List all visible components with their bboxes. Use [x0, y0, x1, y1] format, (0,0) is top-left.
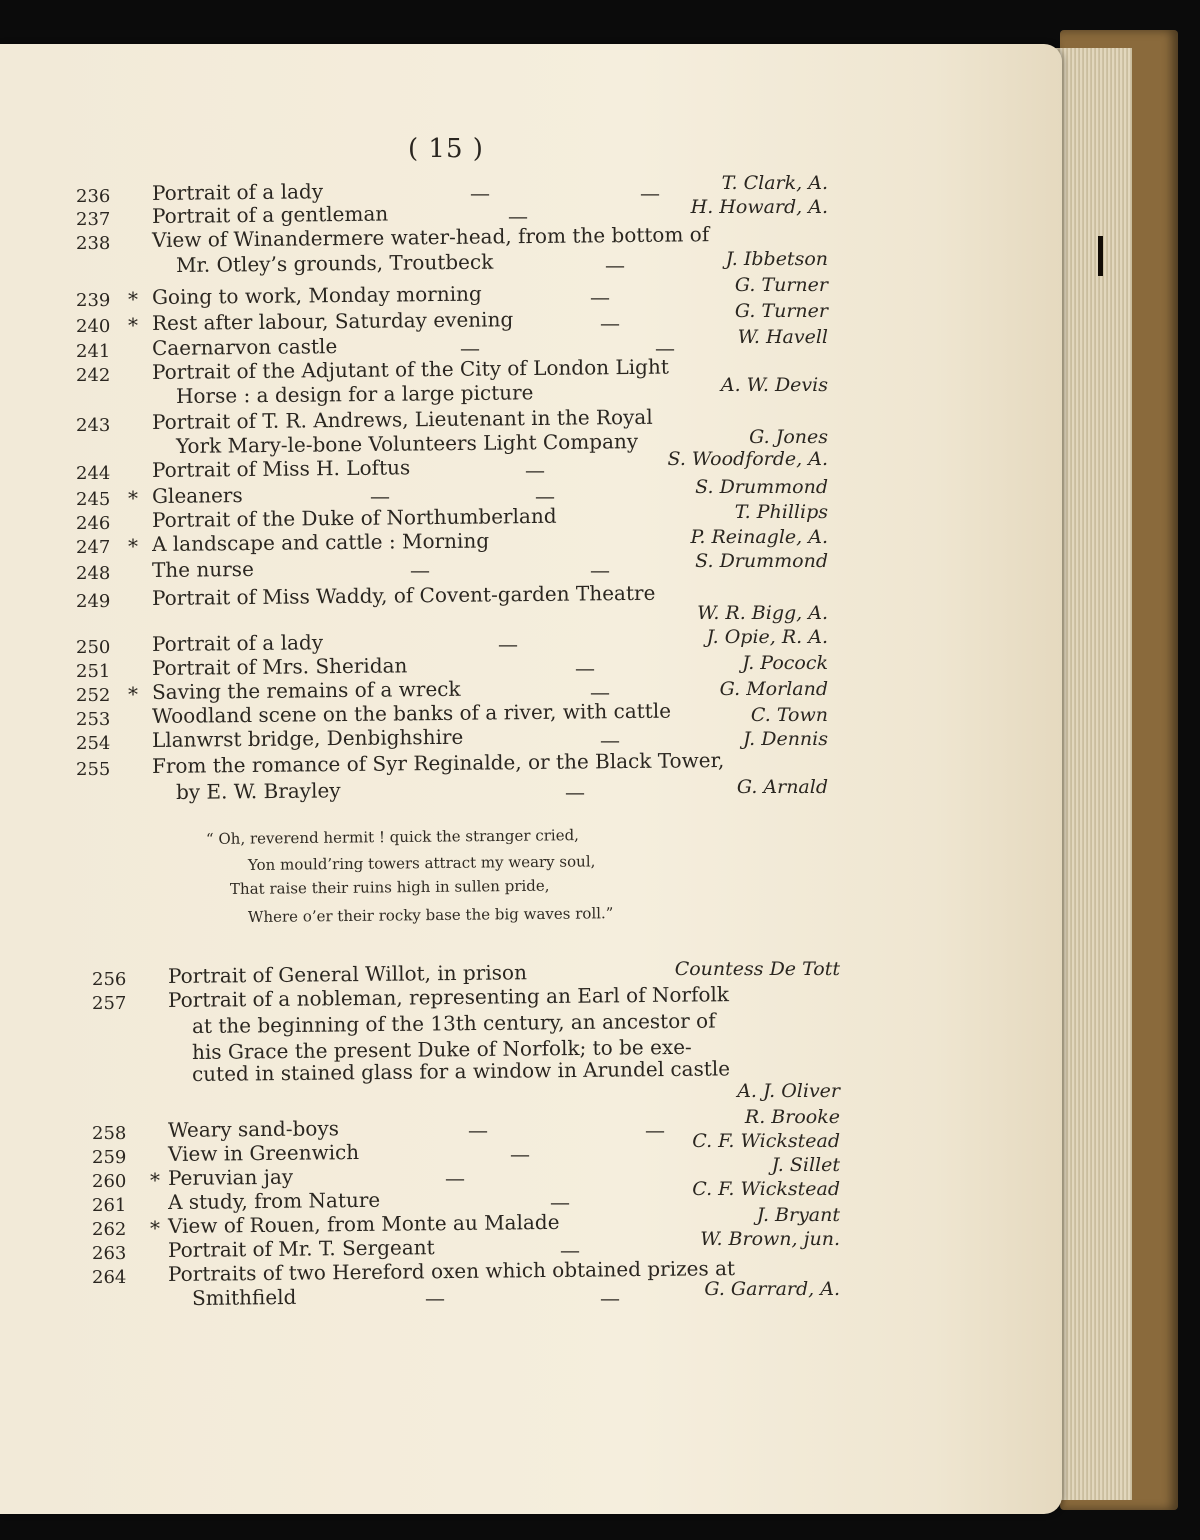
dash-separator: —: [510, 1142, 530, 1166]
entry-star: *: [128, 313, 138, 337]
entry-artist: J. Pocock: [742, 652, 828, 674]
entry-number: 244: [76, 463, 111, 484]
dash-separator: —: [575, 656, 595, 680]
entry-number: 260: [92, 1171, 127, 1192]
entry-title: Woodland scene on the banks of a river, with cattle: [151, 698, 672, 728]
dash-separator: —: [445, 1166, 465, 1190]
entry-title: cuted in stained glass for a window in Arundel castle: [191, 1056, 731, 1086]
entry-artist: H. Howard, A.: [690, 196, 828, 218]
entry-title: Weary sand-boys: [167, 1116, 340, 1142]
entry-star: *: [128, 534, 138, 558]
verse-line: Yon mould’ring towers attract my weary soul,: [247, 852, 596, 874]
verse-line: “ Oh, reverend hermit ! quick the stranger cried,: [205, 826, 579, 848]
entry-title: From the romance of Syr Reginalde, or the Black Tower,: [151, 748, 725, 778]
entry-artist: J. Dennis: [743, 728, 828, 750]
entry-title: View of Rouen, from Monte au Malade: [167, 1209, 560, 1238]
dash-separator: —: [600, 728, 620, 752]
entry-title: View of Winandermere water-head, from the bottom of: [151, 222, 710, 252]
entry-title: Llanwrst bridge, Denbighshire: [151, 724, 464, 752]
entry-number: 247: [76, 537, 111, 558]
verse-line: Where o’er their rocky base the big waves roll.”: [247, 904, 614, 926]
entry-title: Saving the remains of a wreck: [151, 676, 461, 704]
dash-separator: —: [600, 311, 620, 335]
entry-artist: Countess De Tott: [674, 958, 840, 980]
entry-title: Portrait of the Adjutant of the City of London Light: [151, 354, 669, 384]
entry-title: Portrait of a gentleman: [151, 201, 389, 228]
entry-title: Going to work, Monday morning: [151, 281, 482, 309]
entry-title: York Mary-le-bone Volunteers Light Company: [175, 429, 639, 458]
entry-title: Portrait of Mr. T. Sergeant: [167, 1235, 435, 1262]
entry-number: 259: [92, 1147, 127, 1168]
entry-number: 246: [76, 513, 111, 534]
entry-artist: W. R. Bigg, A.: [697, 602, 828, 624]
entry-title: Portrait of Miss Waddy, of Covent-garden Theatre: [151, 580, 656, 610]
entry-number: 243: [76, 415, 111, 436]
entry-artist: C. Town: [750, 704, 828, 726]
entry-title: Rest after labour, Saturday evening: [151, 307, 514, 335]
entry-artist: J. Sillet: [771, 1154, 840, 1176]
entry-artist: T. Phillips: [734, 501, 828, 523]
dash-separator: —: [565, 780, 585, 804]
entry-number: 262: [92, 1219, 127, 1240]
entry-title: Portrait of General Willot, in prison: [167, 960, 528, 988]
entry-title: Portrait of a lady: [151, 630, 324, 656]
entry-artist: C. F. Wickstead: [692, 1178, 840, 1200]
entry-title: Caernarvon castle: [151, 334, 338, 360]
entry-artist: C. F. Wickstead: [692, 1130, 840, 1152]
entry-number: 245: [76, 489, 111, 510]
entry-number: 239: [76, 290, 111, 311]
entry-title: Gleaners: [151, 483, 243, 508]
dash-separator: —: [410, 558, 430, 582]
verse-line: That raise their ruins high in sullen pride,: [229, 876, 550, 898]
entry-star: *: [128, 682, 138, 706]
entry-title: Portrait of Miss H. Loftus: [151, 455, 411, 482]
entry-number: 261: [92, 1195, 127, 1216]
entry-artist: G. Turner: [734, 300, 828, 322]
entry-artist: T. Clark, A.: [721, 172, 828, 194]
entry-artist: W. Brown, jun.: [700, 1228, 840, 1250]
entry-title: Peruvian jay: [167, 1164, 294, 1190]
entry-title: Portrait of T. R. Andrews, Lieutenant in the Royal: [151, 404, 653, 434]
dash-separator: —: [425, 1286, 445, 1310]
entry-title: Portrait of a lady: [151, 179, 324, 205]
entry-artist: S. Drummond: [695, 550, 828, 572]
entry-number: 254: [76, 733, 111, 754]
entry-number: 255: [76, 759, 111, 780]
entry-artist: R. Brooke: [744, 1106, 840, 1128]
entry-star: *: [128, 287, 138, 311]
entry-title: The nurse: [151, 556, 254, 582]
entry-title: by E. W. Brayley: [175, 778, 341, 804]
entry-title: Portrait of the Duke of Northumberland: [151, 503, 557, 532]
entry-title: Mr. Otley’s grounds, Troutbeck: [175, 249, 494, 277]
entry-title: Portrait of Mrs. Sheridan: [151, 653, 408, 680]
entry-number: 252: [76, 685, 111, 706]
dash-separator: —: [640, 181, 660, 205]
entry-artist: J. Bryant: [756, 1204, 840, 1226]
entry-number: 240: [76, 316, 111, 337]
entry-number: 253: [76, 709, 111, 730]
entry-number: 249: [76, 591, 111, 612]
dash-separator: —: [508, 204, 528, 228]
entry-artist: G. Garrard, A.: [704, 1278, 840, 1300]
dash-separator: —: [498, 632, 518, 656]
entry-title: A landscape and cattle : Morning: [151, 528, 490, 556]
entry-number: 238: [76, 233, 111, 254]
dash-separator: —: [600, 1286, 620, 1310]
dash-separator: —: [525, 458, 545, 482]
entry-number: 236: [76, 186, 111, 207]
entry-artist: S. Woodforde, A.: [667, 448, 828, 470]
entry-number: 263: [92, 1243, 127, 1264]
dash-separator: —: [605, 253, 625, 277]
entry-artist: G. Jones: [749, 426, 828, 448]
dash-separator: —: [550, 1190, 570, 1214]
dash-separator: —: [460, 336, 480, 360]
entry-star: *: [150, 1168, 160, 1192]
entry-number: 256: [92, 969, 127, 990]
entry-number: 250: [76, 637, 111, 658]
entry-artist: J. Ibbetson: [725, 248, 828, 270]
entry-title: at the beginning of the 13th century, an ancestor of: [191, 1008, 716, 1038]
entry-artist: W. Havell: [737, 326, 828, 348]
entry-artist: G. Arnald: [736, 776, 828, 798]
page-header: ( 15 ): [408, 134, 484, 164]
dash-separator: —: [468, 1118, 488, 1142]
binding-mark: [1098, 236, 1103, 276]
entry-artist: G. Turner: [734, 274, 828, 296]
entry-title: Portraits of two Hereford oxen which obtained prizes at: [167, 1256, 736, 1286]
dash-separator: —: [535, 484, 555, 508]
entry-artist: J. Opie, R. A.: [706, 626, 828, 648]
dash-separator: —: [370, 484, 390, 508]
entry-artist: G. Morland: [719, 678, 828, 700]
entry-artist: S. Drummond: [695, 476, 828, 498]
dash-separator: —: [470, 181, 490, 205]
dash-separator: —: [560, 1238, 580, 1262]
entry-number: 237: [76, 209, 111, 230]
entry-star: *: [150, 1216, 160, 1240]
entry-number: 251: [76, 661, 111, 682]
entry-number: 241: [76, 341, 111, 362]
dash-separator: —: [645, 1118, 665, 1142]
entry-title: his Grace the present Duke of Norfolk; to be exe-: [191, 1034, 692, 1064]
dash-separator: —: [590, 558, 610, 582]
entry-title: Portrait of a nobleman, representing an Earl of Norfolk: [167, 982, 730, 1012]
dash-separator: —: [590, 285, 610, 309]
entry-number: 248: [76, 563, 111, 584]
entry-number: 257: [92, 993, 127, 1014]
entry-star: *: [128, 486, 138, 510]
entry-number: 258: [92, 1123, 127, 1144]
entry-artist: A. J. Oliver: [737, 1080, 840, 1102]
entry-number: 264: [92, 1267, 127, 1288]
entry-number: 242: [76, 365, 111, 386]
entry-title: Smithfield: [191, 1284, 297, 1310]
entry-artist: P. Reinagle, A.: [690, 526, 828, 548]
entry-title: A study, from Nature: [167, 1187, 381, 1214]
entry-artist: A. W. Devis: [720, 374, 828, 396]
dash-separator: —: [655, 336, 675, 360]
dash-separator: —: [590, 680, 610, 704]
entry-title: View in Greenwich: [167, 1139, 360, 1166]
catalogue-page: [0, 44, 1062, 1514]
entry-title: Horse : a design for a large picture: [175, 380, 534, 408]
